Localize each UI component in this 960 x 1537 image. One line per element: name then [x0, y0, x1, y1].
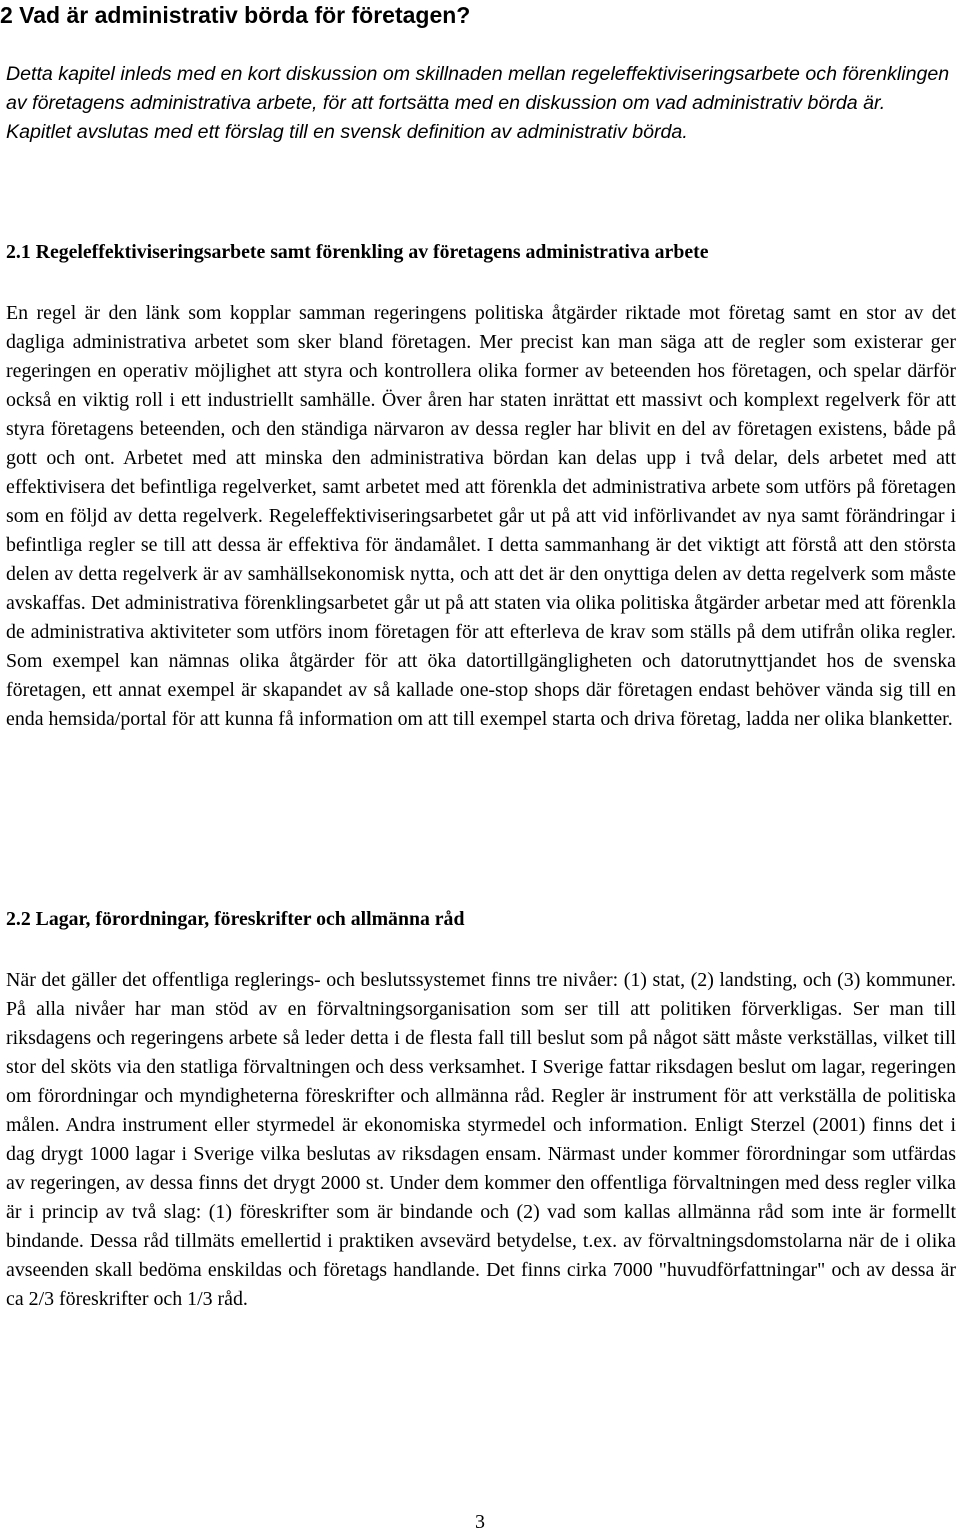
chapter-intro: Detta kapitel inleds med en kort diskussion om skillnaden mellan regeleffektiviseringsarbete och förenklingen av företagens administrativa arbete, för att fortsätta med en diskussion om vad administrativ börda är. Kapitlet avslutas med ett förslag till en svensk definition av administrativ börda. [6, 63, 950, 143]
section-heading-2-2: 2.2 Lagar, förordningar, föreskrifter och allmänna råd [6, 908, 465, 930]
page-number: 3 [475, 1511, 485, 1533]
section-heading-2-1: 2.1 Regeleffektiviseringsarbete samt förenkling av företagens administrativa arbete [6, 241, 709, 263]
section-body-2-1: En regel är den länk som kopplar samman regeringens politiska åtgärder riktade mot företag samt en stor av det dagliga administrativa arbetet som sker bland företagen. Mer precist kan man säga att de regler som existerar ger regeringen en operativ möjlighet att styra och kontrollera olika former av beteenden hos företagen, och spelar därför också en viktig roll i ett industriellt samhälle. Över åren har staten inrättat ett massivt och komplext regelverk för att styra företagens beteenden, och den ständiga närvaron av dessa regler har blivit en del av företagen existens, både på gott och ont. Arbetet med att minska den administrativa bördan kan delas upp i två delar, dels arbetet med att effektivisera det befintliga regelverket, samt arbetet med att förenkla det administrativa arbete som utförs på företagen som en följd av detta regelverk. Regeleffektiviseringsarbetet går ut på att vid införlivandet av nya samt förändringar i befintliga regler se till att dessa är effektiva för ändamålet. I detta sammanhang är det viktigt att förstå att den största delen av detta regelverk är av samhällsekonomisk nytta, och att det är den onyttiga delen av detta regelverk som måste avskaffas. Det administrativa förenklingsarbetet går ut på att staten via olika politiska åtgärder arbetar med att förenkla de administrativa aktiviteter som utförs inom företagen för att efterleva de krav som ställs på dem utifrån olika regler. Som exempel kan nämnas olika åtgärder för att öka datortillgängligheten och datorutnyttjandet hos de svenska företagen, ett annat exempel är skapandet av så kallade one-stop shops där företagen endast behöver vända sig till en enda hemsida/portal för att kunna få information om att till exempel starta och driva företag, ladda ner olika blanketter. [6, 302, 956, 730]
section-body-2-2: När det gäller det offentliga reglerings- och beslutssystemet finns tre nivåer: (1) stat, (2) landsting, och (3) kommuner. På alla nivåer har man stöd av en förvaltningsorganisation som ser till att politiken förverkligas. Ser man till riksdagens och regeringens arbete så leder detta i de flesta fall till beslut som på något sätt måste verkställas, vilket till stor del sköts via den statliga förvaltningen och dess verksamhet. I Sverige fattar riksdagen beslut om lagar, regeringen om förordningar och myndigheterna föreskrifter och allmänna råd. Regler är instrument för att verkställa de politiska målen. Andra instrument eller styrmedel är ekonomiska styrmedel och information. Enligt Sterzel (2001) finns det i dag drygt 1000 lagar i Sverige vilka beslutas av riksdagen ensam. Närmast under kommer förordningar som utfärdas av regeringen, av dessa finns det drygt 2000 st. Under dem kommer den offentliga förvaltningen med dess regler vilka är i princip av två slag: (1) föreskrifter som är bindande och (2) vad som kallas allmänna råd som inte är formellt bindande. Dessa råd tillmäts emellertid i praktiken avsevärd betydelse, t.ex. av förvaltningsdomstolarna när de i olika avseenden skall bedöma enskildas och företags handlande. Det finns cirka 7000 "huvudförfattningar" och av dessa är ca 2/3 föreskrifter och 1/3 råd. [6, 969, 956, 1310]
chapter-title: 2 Vad är administrativ börda för företagen? [0, 2, 471, 28]
